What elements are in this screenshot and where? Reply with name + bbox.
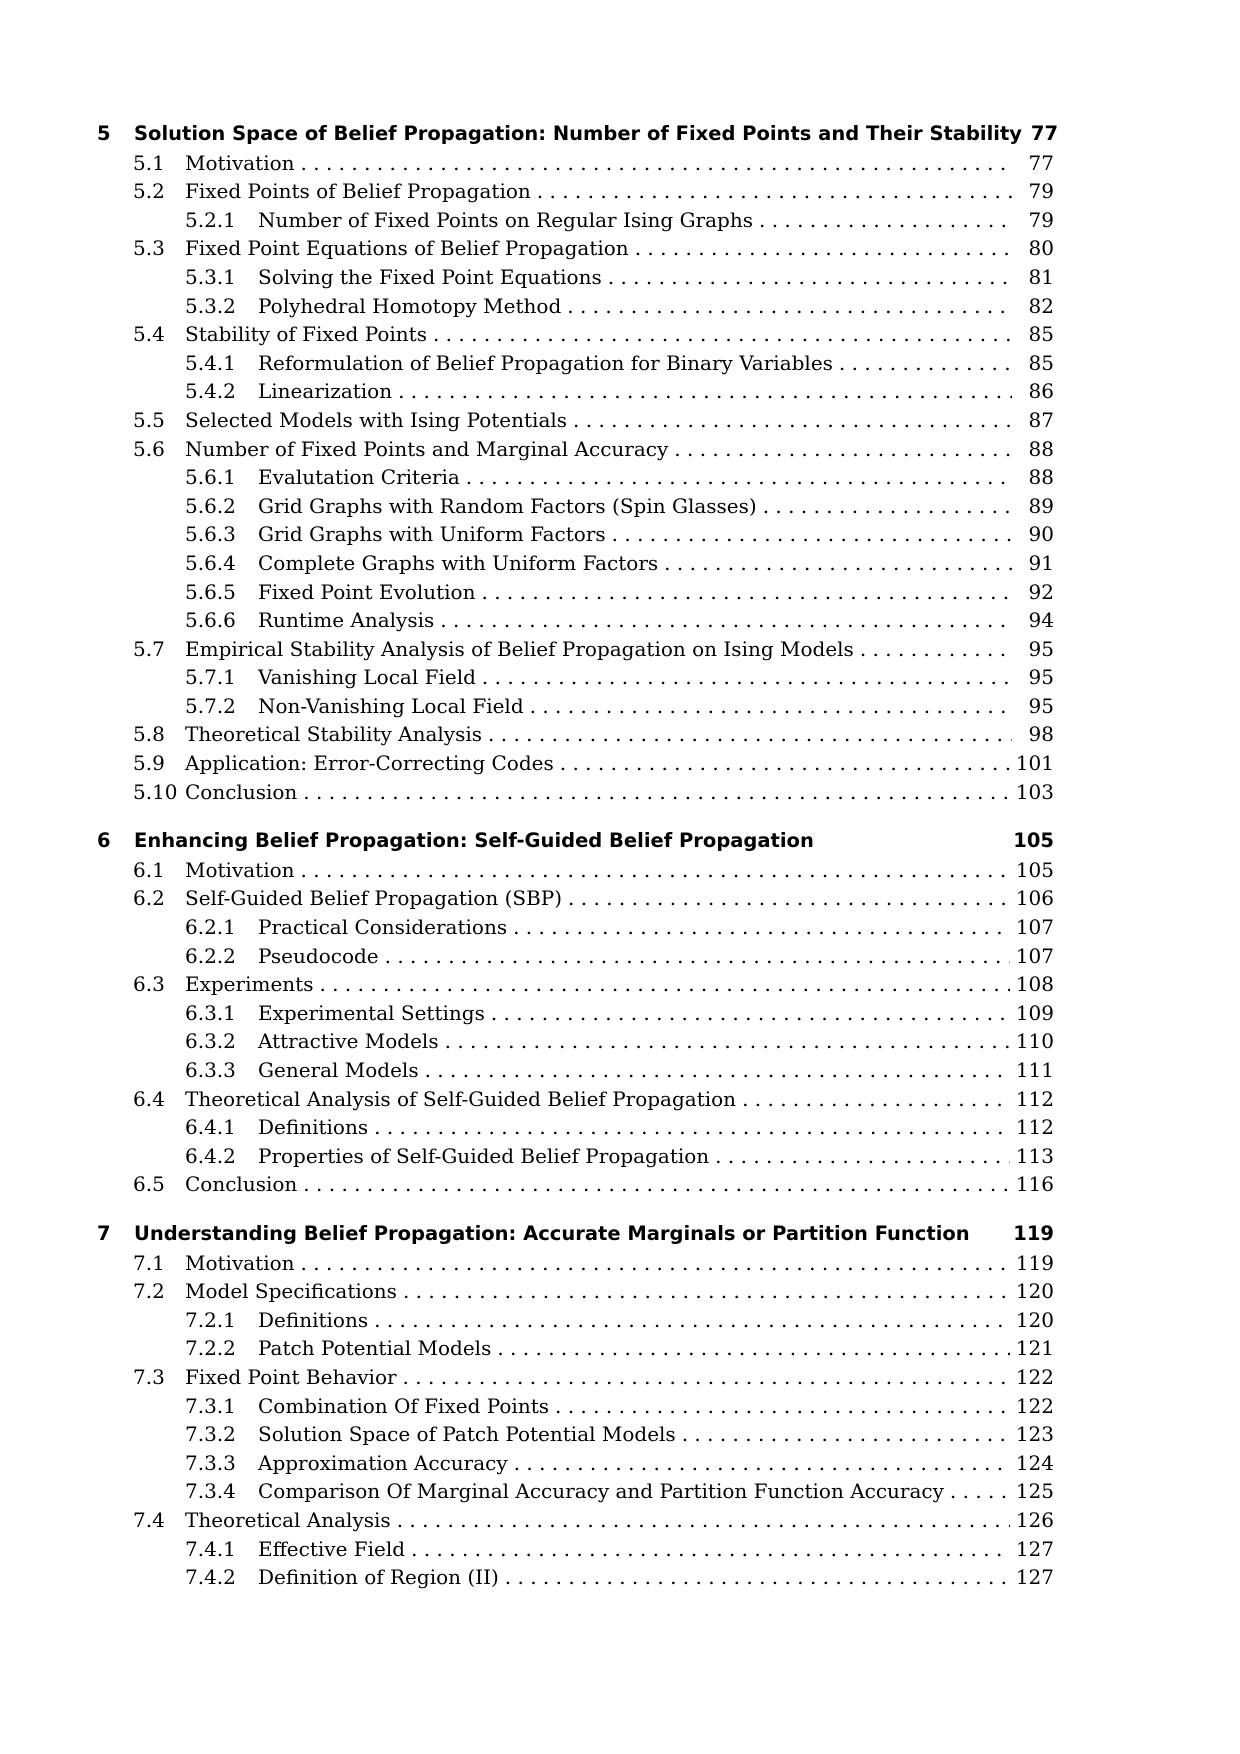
dot-leader xyxy=(466,463,1012,492)
entry-number: 5.9 xyxy=(133,751,165,776)
dot-leader xyxy=(537,177,1012,206)
entry-title: Solution Space of Patch Potential Models xyxy=(258,1422,676,1447)
entry-number: 5.6.1 xyxy=(185,465,236,490)
toc-section-entry[interactable] xyxy=(97,749,1054,778)
entry-title: Theoretical Analysis xyxy=(185,1507,391,1532)
dot-leader xyxy=(560,749,1010,778)
dot-leader xyxy=(403,1277,1010,1306)
chapter-number: 5 xyxy=(97,122,111,145)
entry-number: 6.3.3 xyxy=(185,1058,236,1082)
entry-number: 7.3.4 xyxy=(185,1479,236,1504)
toc-subsection-entry[interactable] xyxy=(97,1420,1054,1449)
toc-section-entry[interactable] xyxy=(97,884,1054,913)
toc-chapter-heading[interactable] xyxy=(97,1220,1054,1249)
entry-page-number: 98 xyxy=(1028,722,1054,747)
entry-title: Runtime Analysis xyxy=(258,608,435,633)
entry-number: 5.6.4 xyxy=(185,550,236,575)
dot-leader xyxy=(674,435,1012,464)
dot-leader xyxy=(482,663,1012,692)
chapter-number: 6 xyxy=(97,829,111,853)
entry-page-number: 122 xyxy=(1015,1393,1054,1418)
entry-title: Experiments xyxy=(185,972,314,997)
chapter-page-number: 77 xyxy=(1030,122,1059,145)
entry-title: Approximation Accuracy xyxy=(258,1450,508,1475)
entry-page-number: 101 xyxy=(1015,751,1054,776)
entry-title: Reformulation of Belief Propagation for Binary Variables xyxy=(258,350,833,375)
entry-page-number: 91 xyxy=(1028,550,1054,575)
entry-number: 7.3.2 xyxy=(185,1422,236,1447)
toc-section-entry[interactable] xyxy=(97,149,1054,178)
entry-page-number: 111 xyxy=(1015,1058,1054,1082)
entry-page-number: 82 xyxy=(1028,293,1054,318)
dot-leader xyxy=(514,1449,1010,1478)
entry-page-number: 106 xyxy=(1015,886,1054,911)
entry-page-number: 121 xyxy=(1015,1336,1054,1361)
toc-subsection-entry[interactable] xyxy=(97,349,1054,378)
dot-leader xyxy=(411,1535,1010,1564)
entry-title: Motivation xyxy=(185,1250,295,1275)
toc-subsection-entry[interactable] xyxy=(97,292,1054,321)
entry-title: Evalutation Criteria xyxy=(258,465,460,490)
toc-subsection-entry[interactable] xyxy=(97,1334,1054,1363)
entry-number: 6.2.1 xyxy=(185,915,236,940)
toc-section-entry[interactable] xyxy=(97,1363,1054,1392)
toc-chapter xyxy=(97,1220,1054,1592)
dot-leader xyxy=(505,1563,1010,1592)
entry-number: 6.2.2 xyxy=(185,943,236,968)
toc-subsection-entry[interactable] xyxy=(97,1142,1054,1171)
toc-chapter xyxy=(97,120,1059,806)
dot-leader xyxy=(445,1027,1010,1056)
entry-number: 7.4 xyxy=(133,1507,165,1532)
entry-page-number: 122 xyxy=(1015,1364,1054,1389)
entry-title: Effective Field xyxy=(258,1536,406,1561)
toc-subsection-entry[interactable] xyxy=(97,463,1054,492)
toc-subsection-entry[interactable] xyxy=(97,578,1054,607)
dot-leader xyxy=(301,856,1010,885)
dot-leader xyxy=(301,149,1012,178)
toc-section-entry[interactable] xyxy=(97,635,1054,664)
toc-section-entry[interactable] xyxy=(97,1170,1054,1199)
entry-title: Properties of Self-Guided Belief Propagation xyxy=(258,1143,710,1168)
entry-title: Fixed Point Evolution xyxy=(258,579,476,604)
entry-page-number: 79 xyxy=(1028,207,1054,232)
entry-number: 5.7.1 xyxy=(185,665,236,690)
entry-number: 5.3 xyxy=(133,236,165,261)
entry-page-number: 103 xyxy=(1015,779,1054,804)
entry-number: 7.2 xyxy=(133,1279,165,1304)
entry-page-number: 116 xyxy=(1015,1172,1054,1197)
entry-page-number: 127 xyxy=(1015,1536,1054,1561)
entry-number: 5.7.2 xyxy=(185,693,236,718)
toc-subsection-entry[interactable] xyxy=(97,1306,1054,1335)
entry-title: Polyhedral Homotopy Method xyxy=(258,293,562,318)
dot-leader xyxy=(303,778,1010,807)
entry-title: Complete Graphs with Uniform Factors xyxy=(258,550,659,575)
dot-leader xyxy=(612,520,1012,549)
entry-number: 5.3.2 xyxy=(185,293,236,318)
entry-number: 5.7 xyxy=(133,636,165,661)
toc-section-entry[interactable] xyxy=(97,1249,1054,1278)
toc-section-entry[interactable] xyxy=(97,1506,1054,1535)
entry-title: Fixed Point Behavior xyxy=(185,1364,397,1389)
entry-page-number: 80 xyxy=(1028,236,1054,261)
dot-leader xyxy=(303,1170,1010,1199)
dot-leader xyxy=(763,492,1012,521)
entry-page-number: 88 xyxy=(1028,465,1054,490)
entry-number: 5.1 xyxy=(133,150,165,175)
dot-leader xyxy=(398,377,1012,406)
dot-leader xyxy=(950,1477,1010,1506)
chapter-title: Understanding Belief Propagation: Accurate Marginals or Partition Function xyxy=(134,1221,970,1245)
entry-title: General Models xyxy=(258,1058,419,1082)
toc-section-entry[interactable] xyxy=(97,778,1054,807)
dot-leader xyxy=(608,263,1012,292)
entry-title: Practical Considerations xyxy=(258,915,508,940)
entry-page-number: 105 xyxy=(1015,857,1054,882)
dot-leader xyxy=(440,606,1012,635)
entry-page-number: 112 xyxy=(1015,1115,1054,1140)
entry-number: 7.3.1 xyxy=(185,1393,236,1418)
dot-leader xyxy=(397,1506,1010,1535)
dot-leader xyxy=(481,578,1012,607)
entry-page-number: 79 xyxy=(1028,179,1054,204)
toc-subsection-entry[interactable] xyxy=(97,1392,1054,1421)
dot-leader xyxy=(555,1392,1010,1421)
toc-section-entry[interactable] xyxy=(97,1277,1054,1306)
entry-page-number: 108 xyxy=(1015,972,1054,997)
entry-title: Definition of Region (II) xyxy=(258,1565,499,1590)
toc-subsection-entry[interactable] xyxy=(97,549,1054,578)
chapter-title: Solution Space of Belief Propagation: Number of Fixed Points and Their Stability xyxy=(134,122,1023,145)
entry-number: 5.5 xyxy=(133,407,165,432)
entry-number: 6.4.2 xyxy=(185,1143,236,1168)
dot-leader xyxy=(301,1249,1010,1278)
toc-section-entry[interactable] xyxy=(97,1085,1054,1114)
entry-page-number: 126 xyxy=(1015,1507,1054,1532)
chapter-title: Enhancing Belief Propagation: Self-Guided Belief Propagation xyxy=(134,829,814,853)
toc-subsection-entry[interactable] xyxy=(97,1027,1054,1056)
entry-page-number: 77 xyxy=(1028,150,1054,175)
entry-page-number: 89 xyxy=(1028,493,1054,518)
toc-subsection-entry[interactable] xyxy=(97,1449,1054,1478)
chapter-number: 7 xyxy=(97,1221,111,1245)
chapter-page-number: 119 xyxy=(1013,1221,1054,1245)
dot-leader xyxy=(319,970,1009,999)
entry-title: Conclusion xyxy=(185,779,298,804)
entry-page-number: 107 xyxy=(1015,943,1054,968)
entry-page-number: 85 xyxy=(1028,322,1054,347)
entry-number: 5.6.6 xyxy=(185,608,236,633)
entry-title: Selected Models with Ising Potentials xyxy=(185,407,568,432)
dot-leader xyxy=(715,1142,1010,1171)
entry-title: Theoretical Stability Analysis xyxy=(185,722,483,747)
entry-title: Conclusion xyxy=(185,1172,298,1197)
toc-section-entry[interactable] xyxy=(97,406,1054,435)
entry-page-number: 123 xyxy=(1015,1422,1054,1447)
entry-page-number: 95 xyxy=(1028,636,1054,661)
dot-leader xyxy=(839,349,1012,378)
entry-page-number: 90 xyxy=(1028,522,1054,547)
entry-page-number: 120 xyxy=(1015,1279,1054,1304)
dot-leader xyxy=(742,1085,1010,1114)
entry-number: 5.6 xyxy=(133,436,165,461)
entry-number: 5.3.1 xyxy=(185,264,236,289)
toc-chapter xyxy=(97,827,1054,1199)
entry-number: 7.4.1 xyxy=(185,1536,236,1561)
entry-title: Definitions xyxy=(258,1307,369,1332)
entry-number: 6.2 xyxy=(133,886,165,911)
entry-number: 5.4 xyxy=(133,322,165,347)
dot-leader xyxy=(513,913,1010,942)
entry-title: Linearization xyxy=(258,379,393,404)
entry-title: Comparison Of Marginal Accuracy and Partition Function Accuracy xyxy=(258,1479,944,1504)
entry-page-number: 95 xyxy=(1028,693,1054,718)
dot-leader xyxy=(567,292,1012,321)
toc-subsection-entry[interactable] xyxy=(97,942,1054,971)
entry-page-number: 81 xyxy=(1028,264,1054,289)
toc-subsection-entry[interactable] xyxy=(97,1477,1054,1506)
entry-title: Model Specifications xyxy=(185,1279,397,1304)
dot-leader xyxy=(433,320,1012,349)
table-of-contents xyxy=(97,120,1059,1613)
entry-number: 5.6.2 xyxy=(185,493,236,518)
dot-leader xyxy=(497,1334,1009,1363)
dot-leader xyxy=(759,206,1012,235)
dot-leader xyxy=(491,999,1010,1028)
entry-page-number: 113 xyxy=(1015,1143,1054,1168)
entry-number: 7.2.1 xyxy=(185,1307,236,1332)
toc-chapter-heading[interactable] xyxy=(97,120,1059,149)
toc-section-entry[interactable] xyxy=(97,177,1054,206)
toc-subsection-entry[interactable] xyxy=(97,999,1054,1028)
entry-page-number: 85 xyxy=(1028,350,1054,375)
dot-leader xyxy=(530,692,1012,721)
toc-subsection-entry[interactable] xyxy=(97,1535,1054,1564)
dot-leader xyxy=(385,942,1010,971)
dot-leader xyxy=(568,884,1010,913)
toc-subsection-entry[interactable] xyxy=(97,492,1054,521)
entry-number: 5.6.5 xyxy=(185,579,236,604)
entry-page-number: 112 xyxy=(1015,1086,1054,1111)
entry-page-number: 125 xyxy=(1015,1479,1054,1504)
entry-page-number: 95 xyxy=(1028,665,1054,690)
dot-leader xyxy=(573,406,1012,435)
entry-number: 7.4.2 xyxy=(185,1565,236,1590)
entry-title: Theoretical Analysis of Self-Guided Belief Propagation xyxy=(185,1086,737,1111)
entry-number: 6.5 xyxy=(133,1172,165,1197)
toc-subsection-entry[interactable] xyxy=(97,263,1054,292)
entry-number: 6.1 xyxy=(133,857,165,882)
entry-title: Self-Guided Belief Propagation (SBP) xyxy=(185,886,563,911)
entry-page-number: 127 xyxy=(1015,1565,1054,1590)
entry-title: Application: Error-Correcting Codes xyxy=(185,751,554,776)
dot-leader xyxy=(425,1056,1010,1085)
toc-subsection-entry[interactable] xyxy=(97,377,1054,406)
entry-title: Pseudocode xyxy=(258,943,379,968)
entry-number: 6.3.2 xyxy=(185,1029,236,1054)
toc-subsection-entry[interactable] xyxy=(97,520,1054,549)
entry-number: 7.3.3 xyxy=(185,1450,236,1475)
entry-page-number: 86 xyxy=(1028,379,1054,404)
entry-title: Motivation xyxy=(185,857,295,882)
dot-leader xyxy=(635,234,1012,263)
dot-leader xyxy=(374,1306,1010,1335)
entry-title: Combination Of Fixed Points xyxy=(258,1393,549,1418)
dot-leader xyxy=(403,1363,1010,1392)
entry-number: 5.6.3 xyxy=(185,522,236,547)
entry-number: 5.4.1 xyxy=(185,350,236,375)
dot-leader xyxy=(860,635,1012,664)
entry-page-number: 92 xyxy=(1028,579,1054,604)
entry-page-number: 107 xyxy=(1015,915,1054,940)
entry-title: Non-Vanishing Local Field xyxy=(258,693,524,718)
entry-title: Fixed Points of Belief Propagation xyxy=(185,179,531,204)
toc-subsection-entry[interactable] xyxy=(97,1563,1054,1592)
entry-page-number: 88 xyxy=(1028,436,1054,461)
toc-subsection-entry[interactable] xyxy=(97,206,1054,235)
dot-leader xyxy=(374,1113,1010,1142)
entry-title: Empirical Stability Analysis of Belief Propagation on Ising Models xyxy=(185,636,854,661)
toc-chapter-heading[interactable] xyxy=(97,827,1054,856)
entry-title: Attractive Models xyxy=(258,1029,439,1054)
entry-page-number: 109 xyxy=(1015,1000,1054,1025)
entry-number: 5.2.1 xyxy=(185,207,236,232)
entry-title: Grid Graphs with Uniform Factors xyxy=(258,522,606,547)
entry-number: 6.3 xyxy=(133,972,165,997)
toc-section-entry[interactable] xyxy=(97,856,1054,885)
entry-title: Motivation xyxy=(185,150,295,175)
entry-number: 6.4 xyxy=(133,1086,165,1111)
chapter-page-number: 105 xyxy=(1013,829,1054,853)
entry-page-number: 124 xyxy=(1015,1450,1054,1475)
dot-leader xyxy=(488,720,1012,749)
entry-title: Number of Fixed Points on Regular Ising Graphs xyxy=(258,207,753,232)
entry-title: Stability of Fixed Points xyxy=(185,322,427,347)
entry-page-number: 94 xyxy=(1028,608,1054,633)
entry-number: 5.2 xyxy=(133,179,165,204)
entry-page-number: 110 xyxy=(1015,1029,1054,1054)
entry-title: Patch Potential Models xyxy=(258,1336,492,1361)
entry-number: 7.3 xyxy=(133,1364,165,1389)
entry-number: 5.4.2 xyxy=(185,379,236,404)
entry-title: Solving the Fixed Point Equations xyxy=(258,264,602,289)
toc-section-entry[interactable] xyxy=(97,234,1054,263)
toc-subsection-entry[interactable] xyxy=(97,1056,1054,1085)
entry-number: 6.4.1 xyxy=(185,1115,236,1140)
toc-subsection-entry[interactable] xyxy=(97,913,1054,942)
entry-title: Fixed Point Equations of Belief Propagation xyxy=(185,236,629,261)
entry-title: Number of Fixed Points and Marginal Accuracy xyxy=(185,436,669,461)
entry-title: Definitions xyxy=(258,1115,369,1140)
entry-number: 7.1 xyxy=(133,1250,165,1275)
entry-title: Grid Graphs with Random Factors (Spin Glasses) xyxy=(258,493,757,518)
toc-subsection-entry[interactable] xyxy=(97,663,1054,692)
toc-subsection-entry[interactable] xyxy=(97,606,1054,635)
entry-title: Experimental Settings xyxy=(258,1000,485,1025)
entry-number: 5.8 xyxy=(133,722,165,747)
dot-leader xyxy=(682,1420,1010,1449)
toc-subsection-entry[interactable] xyxy=(97,692,1054,721)
entry-title: Vanishing Local Field xyxy=(258,665,476,690)
entry-page-number: 87 xyxy=(1028,407,1054,432)
entry-page-number: 119 xyxy=(1015,1250,1054,1275)
dot-leader xyxy=(664,549,1012,578)
toc-section-entry[interactable] xyxy=(97,435,1054,464)
entry-number: 7.2.2 xyxy=(185,1336,236,1361)
toc-section-entry[interactable] xyxy=(97,970,1054,999)
toc-subsection-entry[interactable] xyxy=(97,1113,1054,1142)
toc-section-entry[interactable] xyxy=(97,320,1054,349)
entry-number: 6.3.1 xyxy=(185,1000,236,1025)
toc-section-entry[interactable] xyxy=(97,720,1054,749)
entry-number: 5.10 xyxy=(133,779,178,804)
entry-page-number: 120 xyxy=(1015,1307,1054,1332)
